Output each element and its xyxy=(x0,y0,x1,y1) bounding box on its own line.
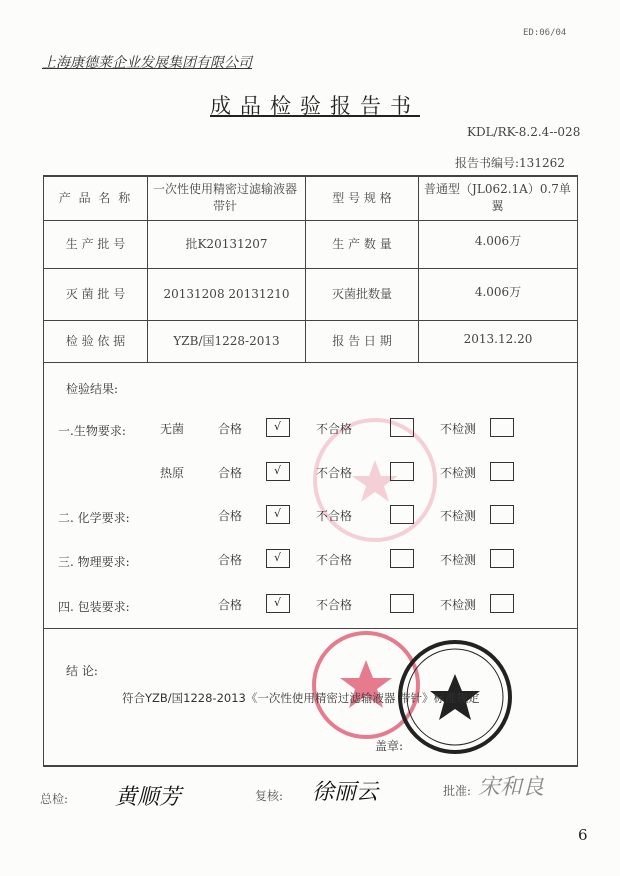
untested-checkbox[interactable] xyxy=(490,418,514,437)
fail-label: 不合格 xyxy=(316,422,353,436)
fail-label: 不合格 xyxy=(316,553,353,567)
value-report-date: 2013.12.20 xyxy=(463,331,533,346)
result-category: 三. 物理要求: xyxy=(58,555,130,569)
label-report-date: 报 告 日 期 xyxy=(332,334,392,348)
document-code: KDL/RK-8.2.4--028 xyxy=(467,125,581,139)
check-mark-icon: √ xyxy=(274,596,282,609)
value-batch-no: 批K20131207 xyxy=(185,237,268,251)
conclusion-label: 结 论: xyxy=(66,664,98,678)
inspector-signature: 黄顺芳 xyxy=(115,785,182,810)
untested-checkbox[interactable] xyxy=(490,505,514,524)
conclusion-text: 符合YZB/国1228-2013《一次性使用精密过滤输液器 带针》标准规定 xyxy=(122,691,480,705)
fail-label: 不合格 xyxy=(316,466,353,480)
result-category: 四. 包装要求: xyxy=(58,600,130,614)
value-sterilization-qty: 4.006万 xyxy=(474,284,522,299)
check-mark-icon: √ xyxy=(274,464,282,477)
pass-checkbox[interactable] xyxy=(266,462,290,481)
pass-checkbox[interactable] xyxy=(266,505,290,524)
result-item: 热原 xyxy=(160,466,185,480)
label-model-spec: 型 号 规 格 xyxy=(332,190,392,205)
reviewer-signature: 徐丽云 xyxy=(312,780,379,805)
page-number: 6 xyxy=(578,826,588,844)
value-sterilization-batch: 20131208 20131210 xyxy=(163,287,290,301)
seal-label: 盖章: xyxy=(375,739,404,753)
untested-label: 不检测 xyxy=(440,553,477,567)
form-code: ED:06/04 xyxy=(523,28,567,38)
value-product-name: 一次性使用精密过滤输液器带针 xyxy=(152,182,297,213)
inspector-label: 总检: xyxy=(40,792,69,806)
label-inspection-basis: 检 验 依 据 xyxy=(65,334,126,348)
pass-checkbox[interactable] xyxy=(266,418,290,437)
pass-label: 合格 xyxy=(218,509,243,523)
company-name: 上海康德莱企业发展集团有限公司 xyxy=(42,55,252,71)
fail-label: 不合格 xyxy=(316,598,353,612)
untested-checkbox[interactable] xyxy=(490,549,514,568)
result-category: 一.生物要求: xyxy=(58,424,126,438)
check-mark-icon: √ xyxy=(274,420,282,433)
value-inspection-basis: YZB/国1228-2013 xyxy=(173,334,280,348)
fail-label: 不合格 xyxy=(316,509,353,523)
untested-checkbox[interactable] xyxy=(490,594,514,613)
check-mark-icon: √ xyxy=(274,551,282,564)
report-number-value: 131262 xyxy=(519,156,565,170)
pass-checkbox[interactable] xyxy=(266,594,290,613)
label-product-name: 产 品 名 称 xyxy=(58,190,133,205)
report-number xyxy=(455,154,565,171)
reviewer-label: 复核: xyxy=(255,789,284,803)
approver-label: 批准: xyxy=(443,784,472,798)
pass-label: 合格 xyxy=(218,553,243,567)
label-sterilization-qty: 灭菌批数量 xyxy=(331,287,392,301)
fail-checkbox[interactable] xyxy=(390,549,414,568)
fail-checkbox[interactable] xyxy=(390,594,414,613)
label-production-qty: 生 产 数 量 xyxy=(332,237,392,251)
value-production-qty: 4.006万 xyxy=(474,233,522,248)
pass-checkbox[interactable] xyxy=(266,549,290,568)
untested-label: 不检测 xyxy=(440,466,477,480)
label-batch-no: 生 产 批 号 xyxy=(65,237,126,251)
fail-checkbox[interactable] xyxy=(390,462,414,481)
results-title: 检验结果: xyxy=(66,382,119,396)
pass-label: 合格 xyxy=(218,466,243,480)
fail-checkbox[interactable] xyxy=(390,505,414,524)
approver-signature: 宋和良 xyxy=(478,775,545,800)
value-model-spec: 普通型（JL062.1A）0.7单翼 xyxy=(424,182,571,213)
pass-label: 合格 xyxy=(218,422,243,436)
untested-label: 不检测 xyxy=(440,509,477,523)
label-sterilization-batch: 灭 菌 批 号 xyxy=(65,287,126,301)
report-number-label: 报告书编号: xyxy=(455,156,520,170)
untested-label: 不检测 xyxy=(440,598,477,612)
untested-label: 不检测 xyxy=(440,422,477,436)
fail-checkbox[interactable] xyxy=(390,418,414,437)
result-item: 无菌 xyxy=(160,422,185,436)
result-category: 二. 化学要求: xyxy=(58,511,130,525)
untested-checkbox[interactable] xyxy=(490,462,514,481)
check-mark-icon: √ xyxy=(274,507,282,520)
pass-label: 合格 xyxy=(218,598,243,612)
page-title: 成品检验报告书 xyxy=(210,94,420,118)
